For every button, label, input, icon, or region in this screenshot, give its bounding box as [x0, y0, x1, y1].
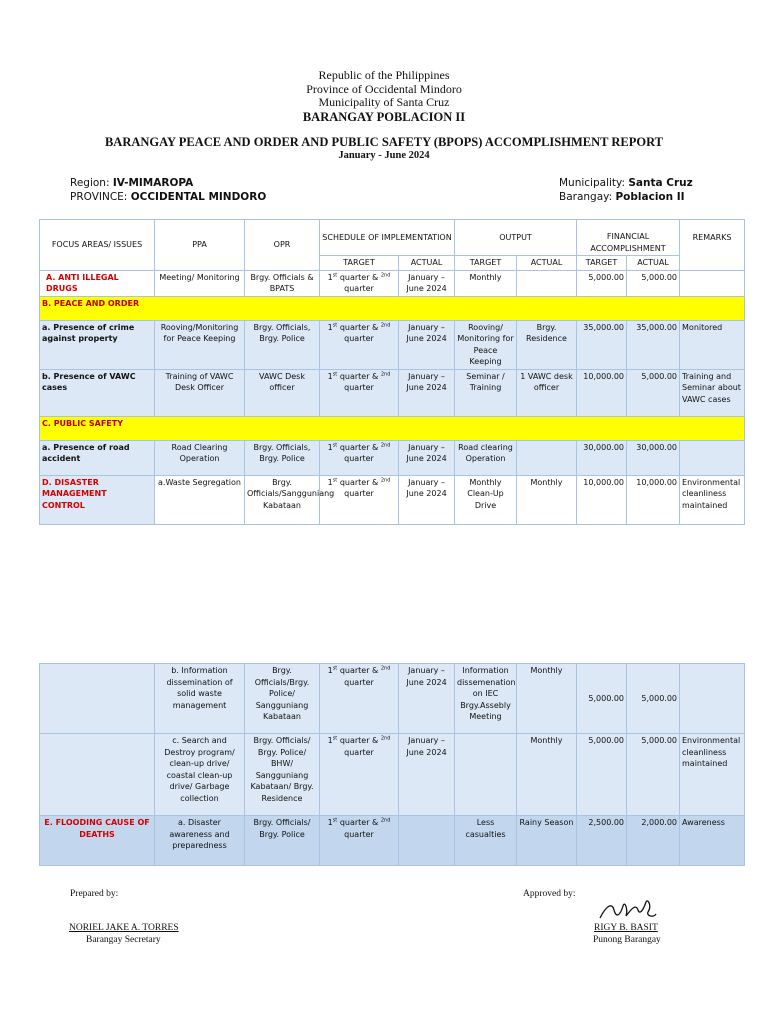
sched-target-cell: 1st quarter & $^{2nd}$ quarter [320, 440, 399, 475]
table-header-row [40, 220, 745, 256]
output-target-cell: Less casualties [455, 816, 517, 866]
output-target-cell: Monthly [455, 270, 517, 296]
opr-cell: Brgy. Officials, Brgy. Police [245, 440, 320, 475]
sched-actual-cell: January – June 2024 [399, 440, 455, 475]
opr-cell: VAWC Desk officer [245, 369, 320, 416]
sched-actual-cell: January – June 2024 [399, 369, 455, 416]
ppa-cell: Training of VAWC Desk Officer [155, 369, 245, 416]
focus-cell: b. Presence of VAWC cases [40, 369, 155, 416]
ppa-cell: Rooving/Monitoring for Peace Keeping [155, 320, 245, 369]
ppa-cell: b. Information dissemination of solid waste management [155, 664, 245, 734]
output-target-cell: Rooving/ Monitoring for Peace Keeping [455, 320, 517, 369]
barangay-info [559, 190, 685, 204]
output-target-cell [455, 734, 517, 816]
output-actual-cell [517, 270, 577, 296]
opr-cell: Brgy. Officials/ Brgy. Police/ BHW/ Sangguniang Kabataan/ Brgy. Residence [245, 734, 320, 816]
output-target-cell: Seminar / Training [455, 369, 517, 416]
output-actual-cell: Monthly [517, 734, 577, 816]
remarks-cell [680, 270, 745, 296]
output-target-header: TARGET [455, 256, 517, 271]
sched-actual-header: ACTUAL [399, 256, 455, 271]
table-row [40, 270, 745, 296]
fin-actual-cell: 5,000.00 [627, 734, 680, 816]
municipality-line: Municipality of Santa Cruz [318, 95, 450, 109]
opr-cell: Brgy. Officials/ Brgy. Police [245, 816, 320, 866]
header-financial: FINANCIAL ACCOMPLISHMENT [577, 220, 680, 256]
table-row [40, 816, 745, 866]
sched-target-cell: 1st quarter & $^{2nd}$ quarter [320, 816, 399, 866]
barangay-value: Poblacion II [615, 191, 685, 203]
sched-actual-cell: January – June 2024 [399, 320, 455, 369]
ppa-cell: c. Search and Destroy program/ clean-up drive/ coastal clean-up drive/ Garbage collection [155, 734, 245, 816]
focus-cell: a. Presence of road accident [40, 440, 155, 475]
document-header [0, 69, 768, 110]
province-info [70, 190, 266, 204]
prepared-by-name: NORIEL JAKE A. TORRES [69, 923, 179, 933]
ppa-cell: a.Waste Segregation [155, 475, 245, 524]
accomplishment-table-continued [39, 663, 745, 866]
fin-actual-cell: 5,000.00 [627, 664, 680, 734]
fin-actual-cell: 10,000.00 [627, 475, 680, 524]
focus-cell: D. DISASTER MANAGEMENT CONTROL [40, 475, 155, 524]
section-public-safety: C. PUBLIC SAFETY [40, 416, 745, 440]
section-row [40, 296, 745, 320]
region-info [70, 176, 193, 190]
table-row [40, 440, 745, 475]
approved-by-name: RIGY B. BASIT [594, 923, 658, 933]
remarks-cell: Monitored [680, 320, 745, 369]
fin-actual-header: ACTUAL [627, 256, 680, 271]
region-label: Region: [70, 177, 110, 189]
sched-target-header: TARGET [320, 256, 399, 271]
output-target-cell: Information dissemenation on IEC Brgy.Assebly Meeting [455, 664, 517, 734]
sched-actual-cell [399, 816, 455, 866]
barangay-label: Barangay: [559, 191, 613, 203]
republic-line: Republic of the Philippines [318, 68, 450, 82]
sched-target-cell: 1st quarter & $^{2nd}$ quarter [320, 475, 399, 524]
opr-cell: Brgy. Officials & BPATS [245, 270, 320, 296]
output-actual-cell: 1 VAWC desk officer [517, 369, 577, 416]
sched-actual-cell: January – June 2024 [399, 270, 455, 296]
report-period: January - June 2024 [338, 150, 430, 161]
report-title: BARANGAY PEACE AND ORDER AND PUBLIC SAFETY (BPOPS) ACCOMPLISHMENT REPORT [104, 135, 664, 149]
barangay-name: BARANGAY POBLACION II [302, 110, 466, 124]
fin-actual-cell: 2,000.00 [627, 816, 680, 866]
fin-target-cell: 5,000.00 [577, 734, 627, 816]
table-row [40, 320, 745, 369]
municipality-value: Santa Cruz [628, 177, 693, 189]
focus-cell [40, 664, 155, 734]
approved-by-label: Approved by: [523, 889, 576, 899]
province-label: PROVINCE: [70, 191, 128, 203]
opr-cell: Brgy. Officials, Brgy. Police [245, 320, 320, 369]
output-target-cell: Monthly Clean-Up Drive [455, 475, 517, 524]
fin-target-cell: 5,000.00 [577, 270, 627, 296]
table-row [40, 734, 745, 816]
header-focus: FOCUS AREAS/ ISSUES [40, 220, 155, 271]
remarks-cell: Training and Seminar about VAWC cases [680, 369, 745, 416]
output-actual-header: ACTUAL [517, 256, 577, 271]
remarks-cell: Environmental cleanliness maintained [680, 734, 745, 816]
section-row [40, 416, 745, 440]
fin-target-cell: 30,000.00 [577, 440, 627, 475]
table-row [40, 369, 745, 416]
sched-actual-cell: January – June 2024 [399, 734, 455, 816]
fin-actual-cell: 5,000.00 [627, 270, 680, 296]
sched-target-cell: 1st quarter & $^{2nd}$ quarter [320, 664, 399, 734]
prepared-by-title: Barangay Secretary [86, 935, 161, 945]
sched-target-cell: 1st quarter & $^{2nd}$ quarter [320, 270, 399, 296]
focus-cell [40, 734, 155, 816]
accomplishment-table [39, 219, 745, 525]
fin-actual-cell: 5,000.00 [627, 369, 680, 416]
section-peace-order: B. PEACE AND ORDER [40, 296, 745, 320]
sched-target-cell: 1st quarter & $^{2nd}$ quarter [320, 320, 399, 369]
province-line: Province of Occidental Mindoro [306, 81, 462, 96]
municipality-info [559, 176, 693, 190]
table-row [40, 664, 745, 734]
remarks-cell: Environmental cleanliness maintained [680, 475, 745, 524]
table-row [40, 475, 745, 524]
remarks-cell: Awareness [680, 816, 745, 866]
fin-target-cell: 2,500.00 [577, 816, 627, 866]
prepared-by-label: Prepared by: [70, 889, 119, 899]
output-actual-cell: Brgy. Residence [517, 320, 577, 369]
province-value: OCCIDENTAL MINDORO [130, 191, 267, 203]
header-output: OUTPUT [455, 220, 577, 256]
header-schedule: SCHEDULE OF IMPLEMENTATION [320, 220, 455, 256]
ppa-cell: a. Disaster awareness and preparedness [155, 816, 245, 866]
approved-by-title: Punong Barangay [593, 935, 661, 945]
output-actual-cell [517, 440, 577, 475]
focus-cell: E. FLOODING CAUSE OF DEATHS [40, 816, 155, 866]
focus-cell: a. Presence of crime against property [40, 320, 155, 369]
output-actual-cell: Monthly [517, 664, 577, 734]
ppa-cell: Meeting/ Monitoring [155, 270, 245, 296]
municipality-label: Municipality: [559, 177, 626, 189]
fin-target-cell: 5,000.00 [577, 664, 627, 734]
sched-actual-cell: January – June 2024 [399, 475, 455, 524]
opr-cell: Brgy. Officials/Brgy. Police/ Sangguniang Kabataan [245, 664, 320, 734]
remarks-cell [680, 440, 745, 475]
fin-target-cell: 10,000.00 [577, 475, 627, 524]
sched-actual-cell: January – June 2024 [399, 664, 455, 734]
fin-target-header: TARGET [577, 256, 627, 271]
header-opr: OPR [245, 220, 320, 271]
remarks-cell [680, 664, 745, 734]
output-actual-cell: Rainy Season [517, 816, 577, 866]
header-remarks: REMARKS [680, 220, 745, 271]
fin-actual-cell: 35,000.00 [627, 320, 680, 369]
fin-actual-cell: 30,000.00 [627, 440, 680, 475]
sched-target-cell: 1st quarter & $^{2nd}$ quarter [320, 734, 399, 816]
output-actual-cell: Monthly [517, 475, 577, 524]
output-target-cell: Road clearing Operation [455, 440, 517, 475]
sched-target-cell: 1st quarter & $^{2nd}$ quarter [320, 369, 399, 416]
focus-cell: A. ANTI ILLEGAL DRUGS [40, 270, 155, 296]
fin-target-cell: 35,000.00 [577, 320, 627, 369]
opr-cell: Brgy. Officials/Sangguniang Kabataan [245, 475, 320, 524]
header-ppa: PPA [155, 220, 245, 271]
region-value: IV-MIMAROPA [112, 177, 194, 189]
ppa-cell: Road Clearing Operation [155, 440, 245, 475]
fin-target-cell: 10,000.00 [577, 369, 627, 416]
